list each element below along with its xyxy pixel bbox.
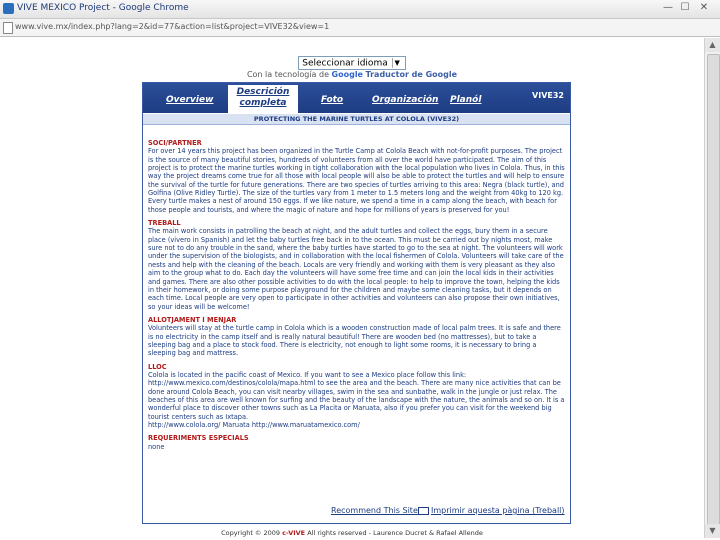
translator-powered-by (0, 70, 704, 79)
tab-full-description[interactable]: Descrición completa (228, 85, 298, 113)
project-description (148, 139, 565, 451)
print-icon (418, 507, 429, 515)
tab-overview[interactable]: Overview (166, 95, 214, 105)
language-select[interactable] (298, 56, 405, 71)
scrollbar-thumb[interactable] (707, 54, 720, 526)
browser-favicon-icon (3, 3, 14, 14)
language-bar (0, 50, 704, 70)
page-footer (0, 529, 704, 537)
section-paragraph: The main work consists in patrolling the beach at night, and the adult turtles and collect the eggs, bury them in a secure place (vivero in Spanish) and let the baby turtles free back in to the ocean. This must be carried out by nights most, make sure not to do any trouble in the sand, where the baby turtles have started to go to the sea at night. The volunteers will work under the supervision of the biologists, and in collaboration with the local fishermen of Colola. Volunteers will take care of the nests and help with the cleaning of the beach. Locals are very friendly and working with them is very pleasant as they also aim to the group what to do. Each day the volunteers will have some free time and can join the local kids in their activities and games. There are also other possible activities to do with the local people: to help to improve the town, helping the kids in their homework, or doing some purpose playground for the children and maybe some cleaning tasks, but it depends on each time. Local people are very open to participate in other activities and volunteers can also propose their own initiatives, so your ideas will be welcome! (148, 227, 564, 311)
section-paragraph: For over 14 years this project has been organized in the Turtle Camp at Colola Beach with not-for-profit purposes. The project is the source of many beautiful stories, hundreds of volunteers from all over the world have participated. The aim of this project is to protect the marine turtles working in tight collaboration with the local population who lives in Colola. Thus, in this way the project dreams come true for all those with local people will also be able to protect the turtles and will help to ensure the survival of the turtle for future generations. There are two species of turtles arriving to this area: Negra (black turtle), and Golfina (Olive Ridley Turtle). The size of the turtles vary from 1 meter to 1.5 meters long and the weight from 40kg to 120 kg. Every turtle makes a nest of around 150 eggs. If we like nature, we spend a time in a camp along the beach, with beach for those people and tourists, and where the magic of nature and hope for millions of years is preserved for you! (148, 147, 565, 214)
powered-by-label: Con la tecnología de (246, 70, 329, 79)
section-title: TREBALL (148, 219, 181, 228)
minimize-icon[interactable]: — (663, 2, 673, 13)
project-frame (142, 82, 571, 524)
section-paragraph: none (148, 442, 165, 451)
section-title: ALLOTJAMENT I MENJAR (148, 315, 237, 324)
footer-copyright: Copyright © 2009 (221, 529, 281, 537)
print-link[interactable] (418, 506, 565, 515)
vertical-scrollbar[interactable] (704, 38, 720, 538)
tab-photo[interactable]: Foto (321, 95, 344, 105)
project-nav (143, 83, 570, 113)
section-title: LLOC (148, 362, 167, 371)
scroll-down-icon[interactable]: ▼ (705, 524, 720, 538)
scroll-up-icon[interactable]: ▲ (705, 38, 720, 52)
page-icon (3, 22, 13, 34)
window-title: VIVE MEXICO Project - Google Chrome (17, 3, 189, 13)
translate-link[interactable]: Traductor de Google (365, 70, 458, 79)
recommend-link[interactable]: Recommend This Site (331, 506, 418, 515)
maximize-icon[interactable]: ☐ (680, 2, 690, 13)
print-link-label: Imprimir aquesta pàgina (Treball) (431, 506, 565, 515)
footer-brand: c-VIVE (282, 529, 306, 537)
close-icon[interactable]: ✕ (699, 2, 709, 13)
section-title: REQUERIMENTS ESPECIALS (148, 434, 249, 443)
tab-organization[interactable]: Organización (372, 95, 439, 105)
bottom-links (143, 505, 570, 518)
chevron-down-icon: ▼ (392, 58, 402, 68)
section-paragraph: Colola is located in the pacific coast of Mexico. If you want to see a Mexico place follow this link: (148, 370, 467, 379)
section-paragraph: http://www.mexico.com/destinos/colola/mapa.html to see the area and the beach. There are many nice activities that can be done around Colola Beach, you can visit nearby villages, swim in the sea and sunbathe, walk in the jungle or just relax. The beaches of this area are well known for surfing and the beauty of the landscape with the nature, the animals and so on. It is a wonderful place to discover other towns such as La Placita or Maruata, also if you prefer you can visit for the weekend big tourist centers such as Ixtapa. (148, 379, 565, 421)
tab-plan[interactable]: Planól (450, 95, 482, 105)
address-url[interactable]: www.vive.mx/index.php?lang=2&id=77&action=list&project=VIVE32&view=1 (15, 22, 330, 31)
google-logo: Google (331, 70, 363, 79)
project-code: VIVE32 (532, 91, 564, 100)
address-bar[interactable] (0, 19, 720, 37)
footer-rights: All rights reserved - Laurence Ducret & Rafael Allende (307, 529, 483, 537)
language-select-value: Seleccionar idioma (302, 58, 388, 68)
project-title: PROTECTING THE MARINE TURTLES AT COLOLA (VIVE32) (143, 114, 570, 125)
window-titlebar (0, 0, 720, 19)
section-paragraph: Volunteers will stay at the turtle camp in Colola which is a wooden construction made of local palm trees. It is safe and there is no electricity in the camp itself and is really natural beautiful! There are wooden bed (no mattresses), but to take a sleeping bag and a place to stock food. There is electricity, not enough to light some rooms, it is necessary to bring a sleeping bag and mattress. (148, 324, 561, 358)
section-title: SOCI/PARTNER (148, 139, 202, 147)
section-paragraph: http://www.colola.org/ Maruata http://www.maruatamexico.com/ (148, 421, 360, 429)
